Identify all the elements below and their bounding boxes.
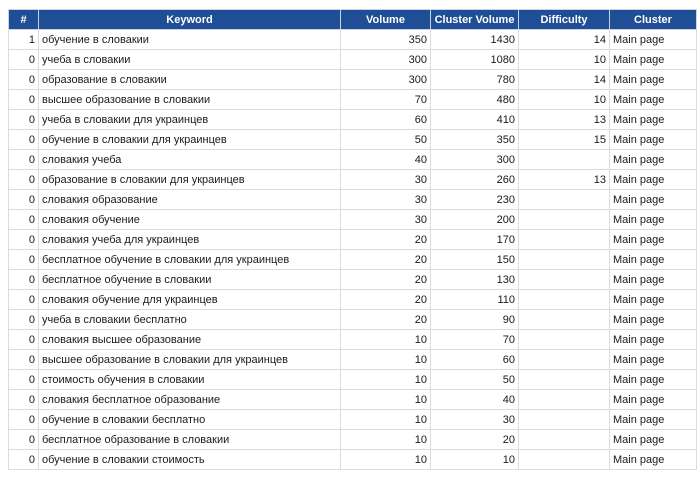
column-header-volume[interactable]: Volume (341, 10, 431, 30)
cell-difficulty[interactable]: 10 (519, 90, 610, 110)
cell-cluster-volume[interactable]: 780 (431, 70, 519, 90)
cell-number[interactable]: 0 (9, 110, 39, 130)
cell-cluster[interactable]: Main page (610, 350, 697, 370)
cell-volume[interactable]: 10 (341, 370, 431, 390)
cell-volume[interactable]: 20 (341, 310, 431, 330)
table-row (9, 250, 697, 270)
cell-cluster[interactable]: Main page (610, 310, 697, 330)
cell-cluster[interactable]: Main page (610, 50, 697, 70)
cell-volume[interactable]: 10 (341, 450, 431, 470)
cell-volume[interactable]: 20 (341, 290, 431, 310)
cell-cluster[interactable]: Main page (610, 170, 697, 190)
cell-cluster[interactable]: Main page (610, 330, 697, 350)
cell-cluster-volume[interactable]: 40 (431, 390, 519, 410)
cell-cluster-volume[interactable]: 480 (431, 90, 519, 110)
cell-volume[interactable]: 30 (341, 190, 431, 210)
table-row (9, 410, 697, 430)
cell-keyword[interactable]: обучение в словакии для украинцев (39, 130, 341, 150)
cell-cluster-volume[interactable]: 150 (431, 250, 519, 270)
cell-volume[interactable]: 300 (341, 70, 431, 90)
cell-difficulty[interactable] (519, 310, 610, 330)
cell-difficulty[interactable]: 15 (519, 130, 610, 150)
cell-cluster-volume[interactable]: 130 (431, 270, 519, 290)
cell-cluster[interactable]: Main page (610, 210, 697, 230)
cell-cluster-volume[interactable]: 1080 (431, 50, 519, 70)
cell-cluster[interactable]: Main page (610, 450, 697, 470)
cell-volume[interactable]: 40 (341, 150, 431, 170)
cell-number[interactable]: 0 (9, 190, 39, 210)
cell-number[interactable]: 0 (9, 270, 39, 290)
cell-volume[interactable]: 60 (341, 110, 431, 130)
cell-cluster-volume[interactable]: 260 (431, 170, 519, 190)
cell-cluster-volume[interactable]: 1430 (431, 30, 519, 50)
cell-volume[interactable]: 20 (341, 230, 431, 250)
cell-difficulty[interactable] (519, 230, 610, 250)
cell-cluster-volume[interactable]: 70 (431, 330, 519, 350)
column-header-difficulty[interactable]: Difficulty (519, 10, 610, 30)
cell-difficulty[interactable] (519, 350, 610, 370)
cell-cluster[interactable]: Main page (610, 70, 697, 90)
column-header-keyword[interactable]: Keyword (39, 10, 341, 30)
cell-cluster[interactable]: Main page (610, 250, 697, 270)
cell-cluster-volume[interactable]: 110 (431, 290, 519, 310)
cell-keyword[interactable]: высшее образование в словакии для украинцев (39, 350, 341, 370)
cell-difficulty[interactable] (519, 290, 610, 310)
cell-volume[interactable]: 20 (341, 270, 431, 290)
cell-keyword[interactable]: стоимость обучения в словакии (39, 370, 341, 390)
cell-keyword[interactable]: словакия высшее образование (39, 330, 341, 350)
cell-difficulty[interactable] (519, 210, 610, 230)
cell-cluster-volume[interactable]: 200 (431, 210, 519, 230)
column-header-cluster[interactable]: Cluster (610, 10, 697, 30)
cell-number[interactable]: 0 (9, 230, 39, 250)
cell-volume[interactable]: 10 (341, 410, 431, 430)
cell-keyword[interactable]: учеба в словакии для украинцев (39, 110, 341, 130)
cell-keyword[interactable]: словакия обучение для украинцев (39, 290, 341, 310)
cell-cluster-volume[interactable]: 350 (431, 130, 519, 150)
cell-difficulty[interactable] (519, 250, 610, 270)
cell-difficulty[interactable] (519, 150, 610, 170)
table-row (9, 50, 697, 70)
table-row (9, 270, 697, 290)
cell-cluster[interactable]: Main page (610, 430, 697, 450)
cell-cluster[interactable]: Main page (610, 410, 697, 430)
cell-number[interactable]: 0 (9, 370, 39, 390)
cell-number[interactable]: 0 (9, 450, 39, 470)
cell-volume[interactable]: 10 (341, 390, 431, 410)
cell-cluster[interactable]: Main page (610, 270, 697, 290)
table-row (9, 330, 697, 350)
keyword-table (8, 9, 697, 470)
cell-difficulty[interactable]: 14 (519, 30, 610, 50)
cell-cluster[interactable]: Main page (610, 110, 697, 130)
cell-number[interactable]: 0 (9, 390, 39, 410)
cell-cluster[interactable]: Main page (610, 90, 697, 110)
cell-cluster[interactable]: Main page (610, 30, 697, 50)
cell-difficulty[interactable]: 13 (519, 110, 610, 130)
cell-volume[interactable]: 10 (341, 430, 431, 450)
cell-number[interactable]: 0 (9, 310, 39, 330)
cell-number[interactable]: 0 (9, 410, 39, 430)
cell-number[interactable]: 0 (9, 430, 39, 450)
cell-keyword[interactable]: образование в словакии для украинцев (39, 170, 341, 190)
table-row (9, 30, 697, 50)
cell-cluster-volume[interactable]: 170 (431, 230, 519, 250)
cell-number[interactable]: 0 (9, 130, 39, 150)
table-row (9, 150, 697, 170)
cell-number[interactable]: 0 (9, 330, 39, 350)
table-row (9, 310, 697, 330)
cell-keyword[interactable]: образование в словакии (39, 70, 341, 90)
cell-keyword[interactable]: бесплатное образование в словакии (39, 430, 341, 450)
cell-cluster-volume[interactable]: 20 (431, 430, 519, 450)
table-row (9, 390, 697, 410)
cell-number[interactable]: 0 (9, 150, 39, 170)
cell-number[interactable]: 0 (9, 290, 39, 310)
cell-keyword[interactable]: словакия обучение (39, 210, 341, 230)
column-header-cluster-volume[interactable]: Cluster Volume (431, 10, 519, 30)
table-row (9, 350, 697, 370)
cell-keyword[interactable]: словакия бесплатное образование (39, 390, 341, 410)
cell-volume[interactable]: 30 (341, 170, 431, 190)
cell-cluster-volume[interactable]: 300 (431, 150, 519, 170)
cell-volume[interactable]: 30 (341, 210, 431, 230)
cell-number[interactable]: 0 (9, 350, 39, 370)
cell-number[interactable]: 0 (9, 210, 39, 230)
cell-difficulty[interactable] (519, 270, 610, 290)
cell-difficulty[interactable] (519, 450, 610, 470)
cell-difficulty[interactable] (519, 410, 610, 430)
cell-cluster[interactable]: Main page (610, 370, 697, 390)
cell-volume[interactable]: 20 (341, 250, 431, 270)
cell-keyword[interactable]: обучение в словакии (39, 30, 341, 50)
cell-number[interactable]: 0 (9, 90, 39, 110)
cell-keyword[interactable]: бесплатное обучение в словакии для украинцев (39, 250, 341, 270)
column-header-number[interactable]: # (9, 10, 39, 30)
table-row (9, 90, 697, 110)
cell-volume[interactable]: 70 (341, 90, 431, 110)
cell-difficulty[interactable]: 14 (519, 70, 610, 90)
table-row (9, 430, 697, 450)
cell-cluster[interactable]: Main page (610, 290, 697, 310)
cell-keyword[interactable]: словакия образование (39, 190, 341, 210)
cell-difficulty[interactable] (519, 330, 610, 350)
cell-keyword[interactable]: бесплатное обучение в словакии (39, 270, 341, 290)
cell-keyword[interactable]: высшее образование в словакии (39, 90, 341, 110)
cell-difficulty[interactable]: 10 (519, 50, 610, 70)
cell-difficulty[interactable] (519, 390, 610, 410)
cell-difficulty[interactable] (519, 190, 610, 210)
table-row (9, 210, 697, 230)
cell-number[interactable]: 0 (9, 250, 39, 270)
cell-number[interactable]: 0 (9, 50, 39, 70)
cell-cluster-volume[interactable]: 410 (431, 110, 519, 130)
cell-keyword[interactable]: обучение в словакии стоимость (39, 450, 341, 470)
cell-difficulty[interactable] (519, 430, 610, 450)
cell-keyword[interactable]: словакия учеба для украинцев (39, 230, 341, 250)
cell-keyword[interactable]: учеба в словакии бесплатно (39, 310, 341, 330)
cell-number[interactable]: 1 (9, 30, 39, 50)
cell-difficulty[interactable]: 13 (519, 170, 610, 190)
cell-cluster-volume[interactable]: 230 (431, 190, 519, 210)
cell-cluster-volume[interactable]: 60 (431, 350, 519, 370)
table-row (9, 170, 697, 190)
table-row (9, 110, 697, 130)
cell-volume[interactable]: 10 (341, 350, 431, 370)
cell-cluster[interactable]: Main page (610, 230, 697, 250)
cell-volume[interactable]: 350 (341, 30, 431, 50)
cell-cluster[interactable]: Main page (610, 150, 697, 170)
cell-volume[interactable]: 10 (341, 330, 431, 350)
cell-number[interactable]: 0 (9, 170, 39, 190)
table-row (9, 290, 697, 310)
cell-cluster-volume[interactable]: 30 (431, 410, 519, 430)
cell-keyword[interactable]: обучение в словакии бесплатно (39, 410, 341, 430)
table-row (9, 190, 697, 210)
cell-difficulty[interactable] (519, 370, 610, 390)
cell-cluster[interactable]: Main page (610, 190, 697, 210)
table-row (9, 450, 697, 470)
cell-cluster-volume[interactable]: 50 (431, 370, 519, 390)
cell-number[interactable]: 0 (9, 70, 39, 90)
cell-cluster-volume[interactable]: 90 (431, 310, 519, 330)
table-row (9, 370, 697, 390)
table-row (9, 130, 697, 150)
table-row (9, 70, 697, 90)
cell-keyword[interactable]: учеба в словакии (39, 50, 341, 70)
cell-volume[interactable]: 300 (341, 50, 431, 70)
cell-cluster-volume[interactable]: 10 (431, 450, 519, 470)
cell-keyword[interactable]: словакия учеба (39, 150, 341, 170)
header-row (9, 10, 697, 30)
cell-cluster[interactable]: Main page (610, 130, 697, 150)
table-row (9, 230, 697, 250)
cell-volume[interactable]: 50 (341, 130, 431, 150)
cell-cluster[interactable]: Main page (610, 390, 697, 410)
